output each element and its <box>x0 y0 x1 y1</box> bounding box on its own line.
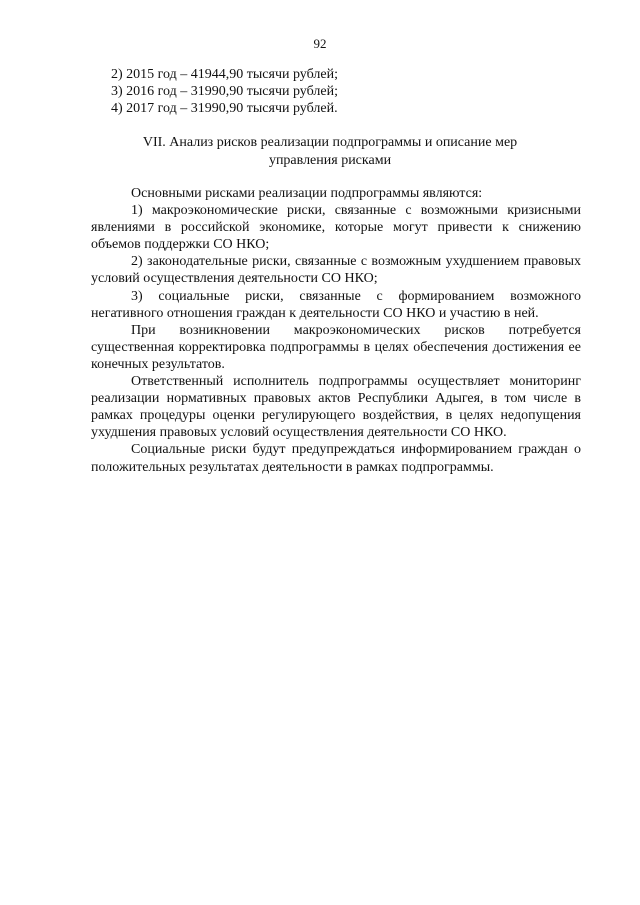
budget-list <box>111 66 338 117</box>
paragraph-intro: Основными рисками реализации подпрограммы являются: <box>131 186 483 201</box>
budget-item-2015: 2) 2015 год – 41944,90 тысячи рублей; <box>111 67 338 82</box>
paragraph-macroeconomic-risks: 1) макроэкономические риски, связанные с возможными кризисными явлениями в российской экономике, которые могут привести к снижению объемов поддержки СО НКО; <box>91 203 581 253</box>
section-title-line-1: VII. Анализ рисков реализации подпрограммы и описание мер <box>142 135 518 150</box>
paragraph-social-response: Социальные риски будут предупреждаться информированием граждан о положительных результатах деятельности в рамках подпрограммы. <box>91 442 581 475</box>
paragraph-social-risks: 3) социальные риски, связанные с формированием возможного негативного отношения граждан к деятельности СО НКО и участию в ней. <box>91 288 581 321</box>
section-title-line-2: управления рисками <box>268 153 392 168</box>
budget-item-2017: 4) 2017 год – 31990,90 тысячи рублей. <box>111 101 338 116</box>
paragraph-legislative-risks: 2) законодательные риски, связанные с возможным ухудшением правовых условий осуществления деятельности СО НКО; <box>91 254 581 287</box>
body-text <box>91 185 581 476</box>
budget-item-2016: 3) 2016 год – 31990,90 тысячи рублей; <box>111 84 338 99</box>
page-number: 92 <box>313 36 327 51</box>
paragraph-monitoring: Ответственный исполнитель подпрограммы осуществляет мониторинг реализации нормативных правовых актов Республики Адыгея, в том числе в рамках процедуры оценки регулирующего воздействия, в целях недопущения ухудшения правовых условий осуществления деятельности СО НКО. <box>91 374 581 441</box>
section-title <box>90 134 570 170</box>
paragraph-macro-response: При возникновении макроэкономических рисков потребуется существенная корректировка подпрограммы в целях обеспечения достижения ее конечных результатов. <box>91 322 581 372</box>
